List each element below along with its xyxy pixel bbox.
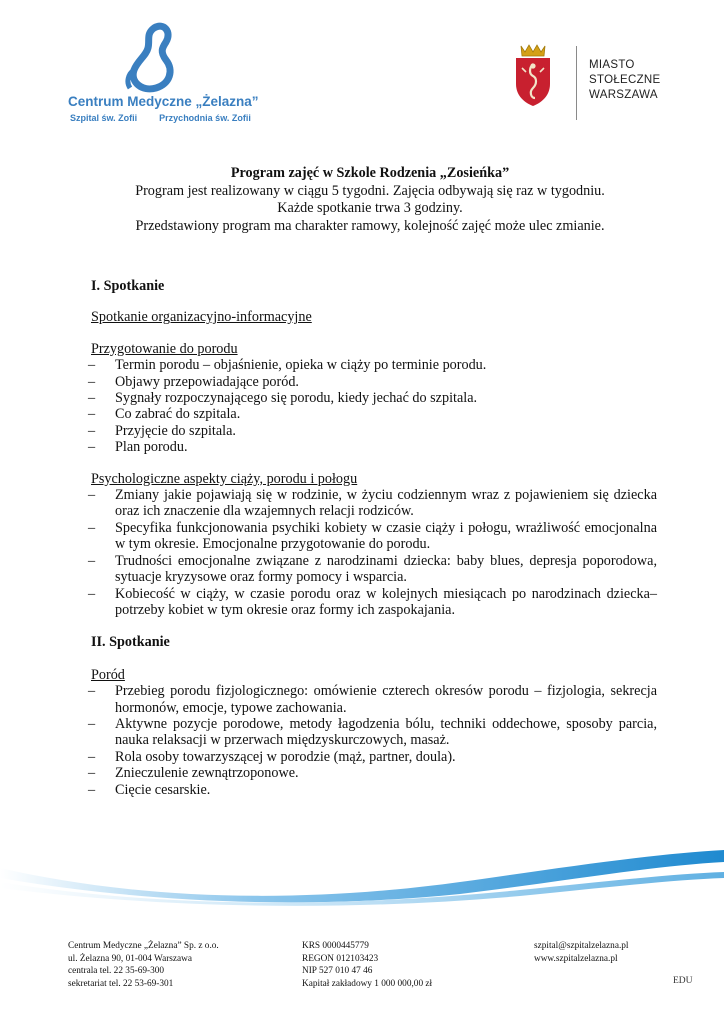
document-code: EDU	[673, 976, 693, 986]
subheading-organizational: Spotkanie organizacyjno-informacyjne	[91, 309, 312, 326]
section-heading-2: II. Spotkanie	[91, 634, 170, 651]
logo-sub-hospital: Szpital św. Zofii	[70, 113, 138, 123]
program-content	[91, 278, 657, 798]
warsaw-crest-icon	[513, 42, 553, 108]
footer-contact	[534, 940, 629, 965]
subheading-birth-preparation: Przygotowanie do porodu	[91, 340, 238, 357]
list-item: – Znieczulenie zewnątrzoponowe.	[91, 765, 657, 781]
city-logo-text	[589, 58, 661, 103]
list-item: – Plan porodu.	[91, 439, 657, 455]
mother-child-logo-icon	[68, 22, 243, 94]
footer-nip: NIP 527 010 47 46	[302, 966, 373, 977]
list-labor	[91, 683, 657, 798]
intro-line-3: Przedstawiony program ma charakter ramowy, kolejność zajęć może ulec zmianie.	[135, 217, 605, 234]
footer-wave	[0, 838, 724, 908]
list-item: – Termin porodu – objaśnienie, opieka w ciąży po terminie porodu.	[91, 357, 657, 373]
intro-line-1: Program jest realizowany w ciągu 5 tygodni. Zajęcia odbywają się raz w tygodniu.	[135, 182, 605, 199]
logo-subtitle	[70, 113, 273, 123]
list-birth-preparation	[91, 357, 657, 455]
city-line-3: WARSZAWA	[589, 89, 658, 101]
list-item: – Przyjęcie do szpitala.	[91, 423, 657, 439]
footer-email-link[interactable]: szpital@szpitalzelazna.pl	[534, 941, 629, 951]
list-item: – Zmiany jakie pojawiają się w rodzinie, w życiu codziennym wraz z pojawieniem się dziecka oraz ich znaczenie dla wzajemnych relacji rodziców.	[91, 487, 657, 520]
footer-phone-secretariat: sekretariat tel. 22 53-69-301	[68, 978, 174, 989]
list-item: – Rola osoby towarzyszącej w porodzie (mąż, partner, doula).	[91, 749, 657, 765]
city-line-1: MIASTO	[589, 59, 635, 71]
intro	[60, 165, 680, 235]
footer-website-link[interactable]: www.szpitalzelazna.pl	[534, 953, 618, 964]
footer-company-name: Centrum Medyczne „Żelazna” Sp. z o.o.	[68, 941, 219, 951]
list-item: – Co zabrać do szpitala.	[91, 406, 657, 422]
list-item: – Sygnały rozpoczynającego się porodu, kiedy jechać do szpitala.	[91, 390, 657, 406]
footer-regon: REGON 012103423	[302, 953, 379, 964]
intro-line-2: Każde spotkanie trwa 3 godziny.	[277, 200, 463, 216]
footer-registry	[302, 940, 432, 990]
list-item: – Trudności emocjonalne związane z narodzinami dziecka: baby blues, depresja poporodowa, sytuacje kryzysowe oraz formy pomocy i wsparcia.	[91, 553, 657, 586]
list-item: – Przebieg porodu fizjologicznego: omówienie czterech okresów porodu – fizjologia, sekrecja hormonów, emocje, typowe zachowania.	[91, 683, 657, 716]
footer-address: ul. Żelazna 90, 01-004 Warszawa	[68, 953, 193, 964]
subheading-psychology: Psychologiczne aspekty ciąży, porodu i połogu	[91, 470, 358, 487]
logo-name: Centrum Medyczne „Żelazna”	[68, 94, 259, 109]
list-item: – Cięcie cesarskie.	[91, 782, 657, 798]
subheading-labor: Poród	[91, 666, 125, 683]
logo-sub-clinic: Przychodnia św. Zofii	[159, 113, 251, 123]
hospital-logo	[68, 22, 243, 127]
list-item: – Aktywne pozycje porodowe, metody łagodzenia bólu, techniki oddechowe, sposoby parcia, nauka relaksacji w przerwach międzyskurczowych, masaż.	[91, 716, 657, 749]
section-heading-1: I. Spotkanie	[91, 278, 165, 294]
list-psychology	[91, 487, 657, 618]
list-item: – Kobiecość w ciąży, w czasie porodu oraz w kolejnych miesiącach po narodzinach dziecka– potrzeby kobiet w tym okresie oraz formy ich zaspokajania.	[91, 586, 657, 619]
footer-company	[68, 940, 219, 990]
list-item: – Specyfika funkcjonowania psychiki kobiety w czasie ciąży i połogu, wrażliwość emocjonalna w tym okresie. Emocjonalne przygotowanie do porodu.	[91, 520, 657, 553]
list-item: – Objawy przepowiadające poród.	[91, 374, 657, 390]
document-title: Program zajęć w Szkole Rodzenia „Zosieńka”	[230, 165, 510, 181]
header-divider	[576, 46, 577, 120]
city-line-2: STOŁECZNE	[589, 74, 661, 86]
footer-capital: Kapitał zakładowy 1 000 000,00 zł	[302, 978, 433, 989]
footer-phone-central: centrala tel. 22 35-69-300	[68, 966, 165, 977]
footer-krs: KRS 0000445779	[302, 941, 369, 951]
